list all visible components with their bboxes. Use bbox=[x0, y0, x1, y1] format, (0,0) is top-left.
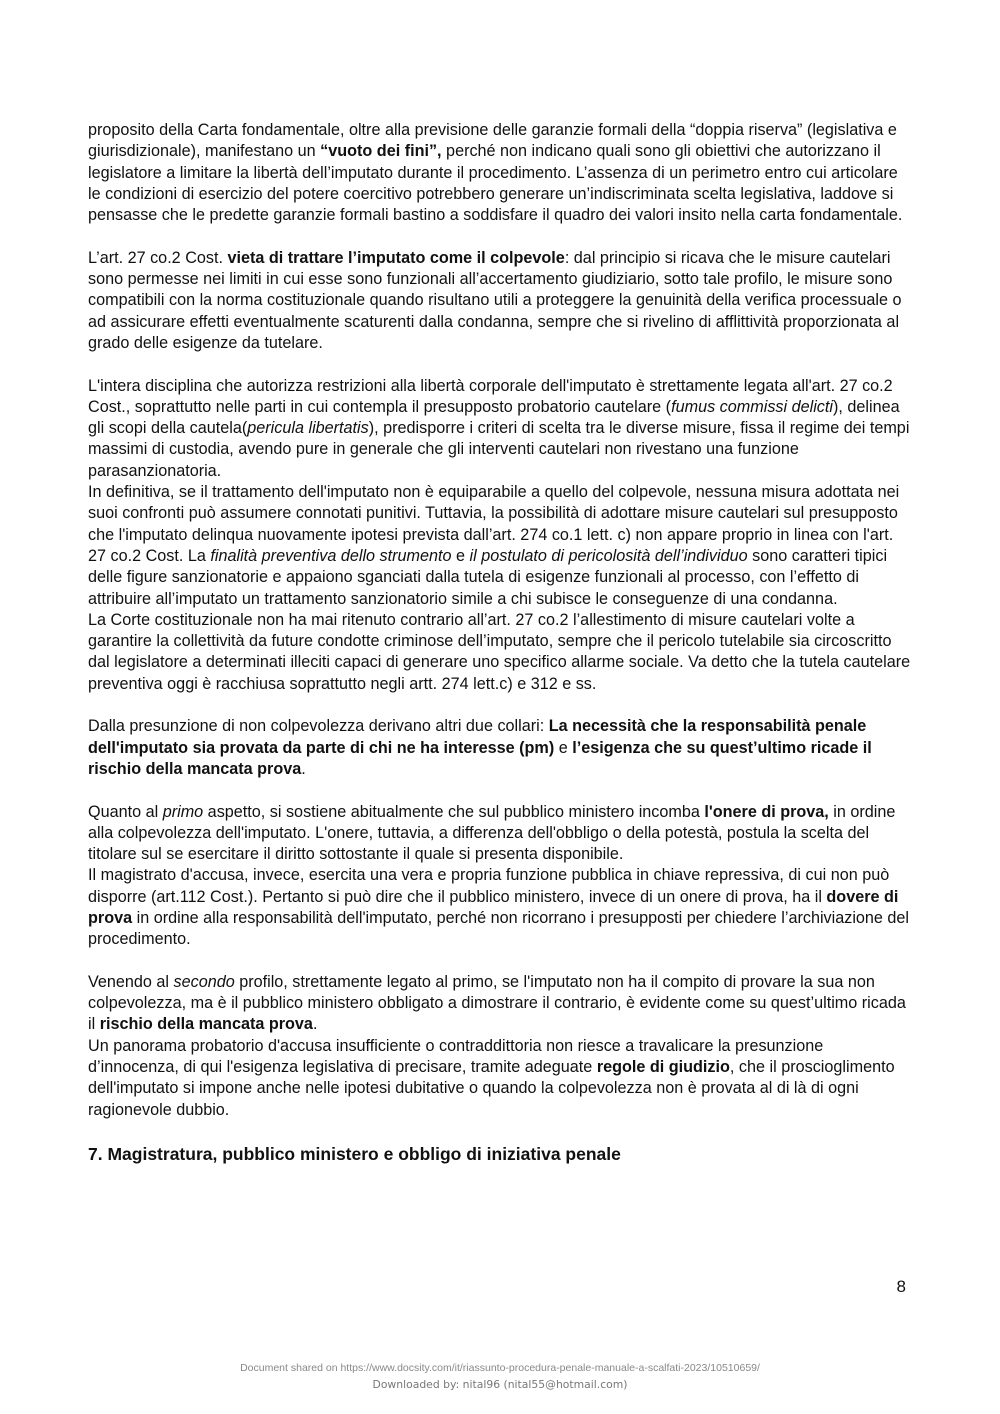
text-run: perché non indicano quali sono gli obiettivi che autorizzano il legislatore a limitare la libertà dell’imputato durante il procedimento. L’assenza di un perimetro entro cui articolare le condizioni di esercizio del potere coercitivo potrebbero generare un’indiscriminata scelta legislativa, laddove si pensasse che le predette garanzie formali bastino a soddisfare il quadro dei valori insito nella carta fondamentale. bbox=[88, 142, 903, 225]
text-run: ), predisporre i criteri di scelta tra le diverse misure, fissa il regime dei tempi massimi di custodia, avendo pure in generale che gli interventi cautelari non rivestano una funzione parasanzionatoria. bbox=[88, 419, 910, 480]
text-run: . bbox=[301, 759, 306, 778]
text-run: In definitiva, se il trattamento dell'imputato non è equiparabile a quello del colpevole, nessuna misura adottata nei suoi confronti può assumere connotati punitivi. Tuttavia, la possibilità di adottare misure cautelari sul presupposto che l'imputato delinqua nuovamente ipotesi prevista dall’art. 274 co.1 lett. c) non appare proprio in linea con l'art. 27 co.2 Cost. La bbox=[88, 483, 900, 565]
footer-download-notice: Downloaded by: nital96 (nital55@hotmail.com) bbox=[372, 1378, 628, 1391]
text-run: La Corte costituzionale non ha mai ritenuto contrario all’art. 27 co.2 l’allestimento di misure cautelari volte a garantire la collettività da future condotte criminose dell’imputato, sempre che il pericolo tutelabile sia circoscritto dal legislatore a determinati illeciti capaci di generare uno specifico allarme sociale. Va detto che la tutela cautelare preventiva oggi è racchiusa soprattutto negli artt. 274 lett.c) e 312 e ss. bbox=[88, 610, 911, 693]
paragraph bbox=[88, 248, 914, 354]
bold-run: rischio della mancata prova bbox=[99, 1015, 313, 1034]
page-body bbox=[88, 120, 914, 1166]
paragraph bbox=[88, 802, 914, 866]
paragraph bbox=[88, 716, 914, 780]
text-run: sono caratteri tipici delle figure sanzionatorie e appaiono sganciati dalla tutela di esigenze funzionali al processo, con l’effetto di attribuire all’imputato un trattamento sanzionatorio simile a chi subisce le conseguenze di una condanna. bbox=[88, 546, 888, 608]
italic-run: pericula libertatis bbox=[247, 419, 369, 438]
paragraph bbox=[88, 1036, 914, 1121]
text-run: : dal principio si ricava che le misure cautelari sono permesse nei limiti in cui esse sono funzionali all’accertamento giudiziario, sotto tale profilo, le misure sono compatibili con la norma costituzionale quando risultano utili a proteggere la genuinità della verifica processuale o ad assicurare effetti eventualmente scaturenti dalla condanna, sempre che si rivelino di afflittività proporzionata al grado delle esigenze da tutelare. bbox=[88, 248, 902, 352]
italic-run: il postulato di pericolosità dell’individuo bbox=[469, 546, 748, 565]
text-run: . bbox=[312, 1015, 318, 1034]
text-run: , che il proscioglimento dell'imputato si impone anche nelle ipotesi dubitative o quando la colpevolezza non è provata al di là di ogni ragionevole dubbio. bbox=[88, 1058, 895, 1119]
bold-run: regole di giudizio bbox=[596, 1058, 730, 1077]
text-run: Dalla presunzione di non colpevolezza derivano altri due collari: bbox=[88, 717, 549, 736]
paragraph bbox=[88, 610, 914, 695]
text-run: in ordine alla colpevolezza dell'imputato. L'onere, tuttavia, a differenza dell'obbligo o della potestà, postula la scelta del titolare sul se esercitare il diritto sottostante il quale si presenta disponibile. bbox=[88, 802, 896, 864]
bold-run: vieta di trattare l’imputato come il colpevole bbox=[227, 248, 565, 267]
bold-run: l’esigenza che su quest’ultimo ricade il rischio della mancata prova bbox=[88, 738, 872, 778]
bold-run: La necessità che la responsabilità penale dell'imputato sia provata da parte di chi ne ha interesse (pm) bbox=[88, 717, 867, 757]
text-run: e bbox=[554, 738, 573, 757]
text-run: e bbox=[451, 546, 470, 565]
bold-run: dovere di prova bbox=[88, 887, 899, 927]
italic-run: primo bbox=[162, 802, 204, 821]
paragraph bbox=[88, 376, 914, 482]
paragraph bbox=[88, 865, 914, 950]
text-run: proposito della Carta fondamentale, oltre alla previsione delle garanzie formali della “doppia riserva” (legislativa e giurisdizionale), manifestano un bbox=[88, 121, 897, 161]
text-run: profilo, strettamente legato al primo, se l'imputato non ha il compito di provare la sua non colpevolezza, ma è il pubblico ministero obbligato a dimostrare il contrario, è evidente come su quest’ultimo ricada il bbox=[88, 972, 906, 1034]
text-run: L'intera disciplina che autorizza restrizioni alla libertà corporale dell'imputato è strettamente legata all'art. 27 co.2 Cost., soprattutto nelle parti in cui contempla il presupposto probatorio cautelare ( bbox=[88, 376, 893, 416]
italic-run: fumus commissi delicti bbox=[671, 397, 833, 416]
paragraph bbox=[88, 972, 914, 1036]
italic-run: finalità preventiva dello strumento bbox=[210, 546, 452, 565]
text-run: Un panorama probatorio d'accusa insufficiente o contraddittoria non riesce a travalicare la presunzione d’innocenza, di qui l'esigenza legislativa di precisare, tramite adeguate bbox=[88, 1036, 824, 1077]
bold-run: l'onere di prova, bbox=[704, 802, 829, 821]
text-run: L’art. 27 co.2 Cost. bbox=[88, 248, 228, 267]
paragraph bbox=[88, 120, 914, 226]
text-run: in ordine alla responsabilità dell'imputato, perché non ricorrano i presupposti per chiedere l’archiviazione del procedimento. bbox=[88, 908, 910, 949]
paragraph bbox=[88, 482, 914, 610]
page-number: 8 bbox=[896, 1277, 906, 1296]
section-heading: 7. Magistratura, pubblico ministero e obbligo di iniziativa penale bbox=[88, 1144, 621, 1165]
text-run: Quanto al bbox=[88, 802, 163, 821]
footer-shared-notice: Document shared on https://www.docsity.com/it/riassunto-procedura-penale-manuale-a-scalfati-2023/10510659/ bbox=[240, 1362, 760, 1374]
text-run: ), delinea gli scopi della cautela( bbox=[88, 397, 900, 438]
italic-run: secondo bbox=[173, 972, 235, 991]
bold-run: “vuoto dei fini”, bbox=[320, 142, 442, 161]
text-run: Il magistrato d'accusa, invece, esercita una vera e propria funzione pubblica in chiave repressiva, di cui non può disporre (art.112 Cost.). Pertanto si può dire che il pubblico ministero, invece di un onere di prova, ha il bbox=[88, 866, 890, 906]
text-run: Venendo al bbox=[88, 972, 174, 991]
text-run: aspetto, si sostiene abitualmente che sul pubblico ministero incomba bbox=[203, 802, 705, 821]
